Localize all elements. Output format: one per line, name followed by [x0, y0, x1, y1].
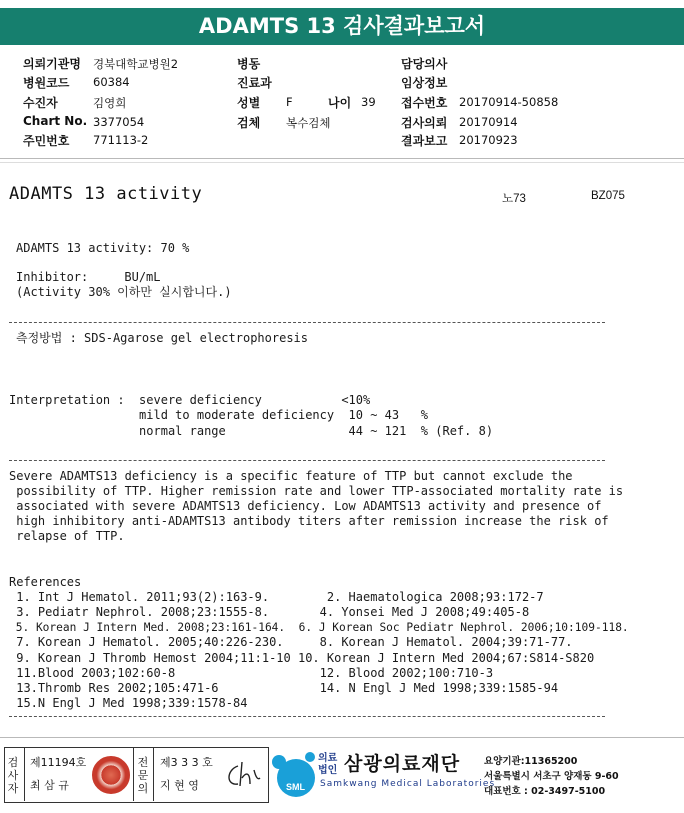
inhibitor-line: Inhibitor: BU/mL: [16, 270, 161, 284]
info-label: Chart No.: [23, 114, 88, 128]
comment-line: associated with severe ADAMTS13 deficiency. Low ADAMTS13 activity and presence of: [9, 499, 602, 513]
divider: [0, 162, 684, 163]
test-title: ADAMTS 13 activity: [9, 184, 203, 204]
info-value: 20170914: [459, 115, 518, 129]
report-title: ADAMTS 13 검사결과보고서: [198, 14, 486, 38]
info-label: 진료과: [237, 76, 272, 90]
institution-code: 요양기관:11365200: [484, 756, 578, 767]
test-code: 노73: [502, 193, 526, 205]
signature-divider: [24, 747, 25, 801]
signature-divider: [133, 747, 134, 801]
info-label: 병동: [237, 57, 261, 71]
info-value: 20170923: [459, 133, 518, 147]
technologist-label: 검사자: [7, 756, 19, 795]
comment-line: Severe ADAMTS13 deficiency is a specific feature of TTP but cannot exclude the: [9, 469, 573, 483]
test-code: BZ075: [591, 190, 625, 202]
dashed-divider: [9, 716, 605, 717]
info-label: 나이: [328, 96, 352, 110]
info-label: 검사의뢰: [401, 116, 448, 130]
reference-line: 13.Thromb Res 2002;105:471-6 14. N Engl J Med 1998;339:1585-94: [9, 681, 559, 695]
seal-stamp: [92, 756, 130, 794]
info-value: 복수검체: [286, 116, 331, 130]
info-label: 병원코드: [23, 76, 70, 90]
info-label: 성별: [237, 96, 261, 110]
method-line: 측정방법 : SDS-Agarose gel electrophoresis: [16, 331, 309, 345]
info-value: 771113-2: [93, 133, 149, 147]
reference-line: 11.Blood 2003;102:60-8 12. Blood 2002;100:710-3: [9, 666, 494, 680]
signature-footer: [0, 744, 684, 806]
specialist-name: 지 현 영: [160, 779, 199, 792]
reference-line: 9. Korean J Thromb Hemost 2004;11:1-10 10. Korean J Intern Med 2004;67:S814-S820: [9, 651, 595, 665]
info-label: 의뢰기관명: [23, 57, 81, 71]
info-label: 주민번호: [23, 134, 70, 148]
comment-line: relapse of TTP.: [9, 529, 125, 543]
reference-line: 1. Int J Hematol. 2011;93(2):163-9. 2. Haematologica 2008;93:172-7: [9, 590, 544, 604]
org-name: 삼광의료재단: [344, 753, 461, 775]
comment-line: high inhibitory anti-ADAMTS13 antibody titers after remission increase the risk of: [9, 514, 609, 528]
specialist-license: 제3 3 3 호: [160, 756, 213, 769]
info-value: 김영희: [93, 96, 127, 110]
info-label: 임상정보: [401, 76, 448, 90]
divider: [0, 158, 684, 159]
reference-line: 15.N Engl J Med 1998;339:1578-84: [9, 696, 248, 710]
info-value: 3377054: [93, 115, 145, 129]
interpretation-line: normal range 44 ~ 121 % (Ref. 8): [9, 424, 494, 438]
reference-line: 5. Korean J Intern Med. 2008;23:161-164. 6. J Korean Soc Pediatr Nephrol. 2006;10:109-118.: [9, 621, 629, 634]
info-label: 결과보고: [401, 134, 448, 148]
activity-result: ADAMTS 13 activity: 70 %: [16, 241, 190, 255]
info-label: 검체: [237, 116, 261, 130]
interpretation-line: mild to moderate deficiency 10 ~ 43 %: [9, 408, 429, 422]
inhibitor-note: (Activity 30% 이하만 실시합니다.): [16, 285, 232, 299]
org-english-name: Samkwang Medical Laboratories: [320, 779, 496, 789]
specialist-label: 전문의: [137, 756, 149, 795]
technologist-name: 최 삼 규: [30, 779, 69, 792]
info-value: F: [286, 95, 293, 109]
info-label: 접수번호: [401, 96, 448, 110]
info-value: 20170914-50858: [459, 95, 559, 109]
sml-logo-icon: [270, 748, 320, 802]
info-value: 60384: [93, 75, 130, 89]
technologist-license: 제11194호: [30, 756, 87, 769]
sml-logo-text: SML: [286, 782, 305, 792]
divider: [0, 737, 684, 738]
info-label: 수진자: [23, 96, 58, 110]
interpretation-line: Interpretation : severe deficiency <10%: [9, 393, 371, 407]
info-value: 경북대학교병원2: [93, 57, 179, 71]
reference-line: 7. Korean J Hematol. 2005;40:226-230. 8. Korean J Hematol. 2004;39:71-77.: [9, 635, 573, 649]
dashed-divider: [9, 460, 605, 461]
address: 서울특별시 서초구 양재동 9-60: [484, 771, 619, 782]
org-type: 의료법인: [318, 753, 338, 776]
signature-divider: [153, 747, 154, 801]
phone: 대표번호 : 02-3497-5100: [484, 786, 606, 797]
dashed-divider: [9, 322, 605, 323]
references-title: References: [9, 575, 82, 589]
comment-line: possibility of TTP. Higher remission rate and lower TTP-associated mortality rate is: [9, 484, 624, 498]
info-label: 담당의사: [401, 57, 448, 71]
info-value: 39: [361, 95, 376, 109]
reference-line: 3. Pediatr Nephrol. 2008;23:1555-8. 4. Yonsei Med J 2008;49:405-8: [9, 605, 530, 619]
signature-mark: [222, 760, 262, 790]
patient-info: [0, 0, 684, 160]
